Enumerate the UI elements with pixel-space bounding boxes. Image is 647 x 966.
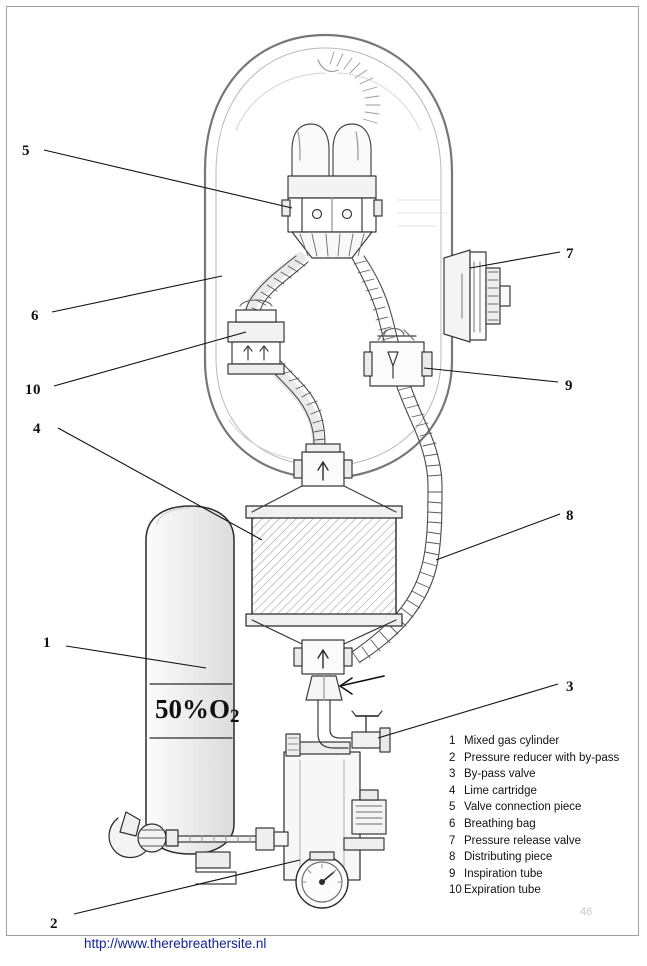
callout-5: 5 — [22, 143, 30, 159]
legend-number: 3 — [449, 768, 456, 781]
legend — [449, 733, 634, 899]
callout-7: 7 — [566, 246, 574, 262]
legend-label: Lime cartridge — [464, 784, 537, 797]
callout-3: 3 — [566, 679, 574, 695]
legend-number: 1 — [449, 735, 456, 747]
legend-number: 7 — [449, 834, 456, 847]
legend-number: 8 — [449, 851, 456, 864]
legend-item — [449, 816, 634, 833]
callout-1: 1 — [43, 635, 51, 651]
callout-10: 10 — [25, 382, 41, 398]
cylinder-gas-label — [155, 694, 240, 728]
legend-number: 2 — [449, 751, 456, 764]
legend-label: Pressure reducer with by-pass — [464, 751, 620, 764]
legend-number: 5 — [449, 801, 456, 814]
legend-label: Breathing bag — [464, 817, 536, 830]
legend-label: Expiration tube — [464, 884, 541, 897]
legend-item — [449, 799, 634, 816]
legend-item — [449, 766, 634, 783]
legend-item — [449, 733, 634, 750]
legend-number: 9 — [449, 867, 456, 880]
callout-4: 4 — [33, 421, 41, 437]
legend-label: Valve connection piece — [464, 801, 582, 814]
legend-item — [449, 849, 634, 866]
page-number: 46 — [580, 906, 593, 918]
legend-item — [449, 783, 634, 800]
legend-label: By-pass valve — [464, 768, 536, 781]
callout-9: 9 — [565, 378, 573, 394]
cylinder-gas-subscript: 2 — [230, 706, 240, 727]
legend-number: 10 — [449, 884, 462, 897]
legend-label: Distributing piece — [464, 851, 553, 864]
callout-2: 2 — [50, 916, 58, 932]
legend-label: Inspiration tube — [464, 867, 543, 880]
legend-label: Mixed gas cylinder — [464, 735, 560, 747]
legend-item — [449, 833, 634, 850]
source-url[interactable]: http://www.therebreathersite.nl — [84, 936, 267, 951]
legend-number: 6 — [449, 817, 456, 830]
legend-number: 4 — [449, 784, 456, 797]
callout-6: 6 — [31, 308, 39, 324]
cylinder-gas-mix: 50%O — [155, 694, 231, 724]
callout-8: 8 — [566, 508, 574, 524]
legend-item — [449, 750, 634, 767]
legend-label: Pressure release valve — [464, 834, 581, 847]
legend-item — [449, 866, 634, 883]
legend-item — [449, 882, 634, 899]
